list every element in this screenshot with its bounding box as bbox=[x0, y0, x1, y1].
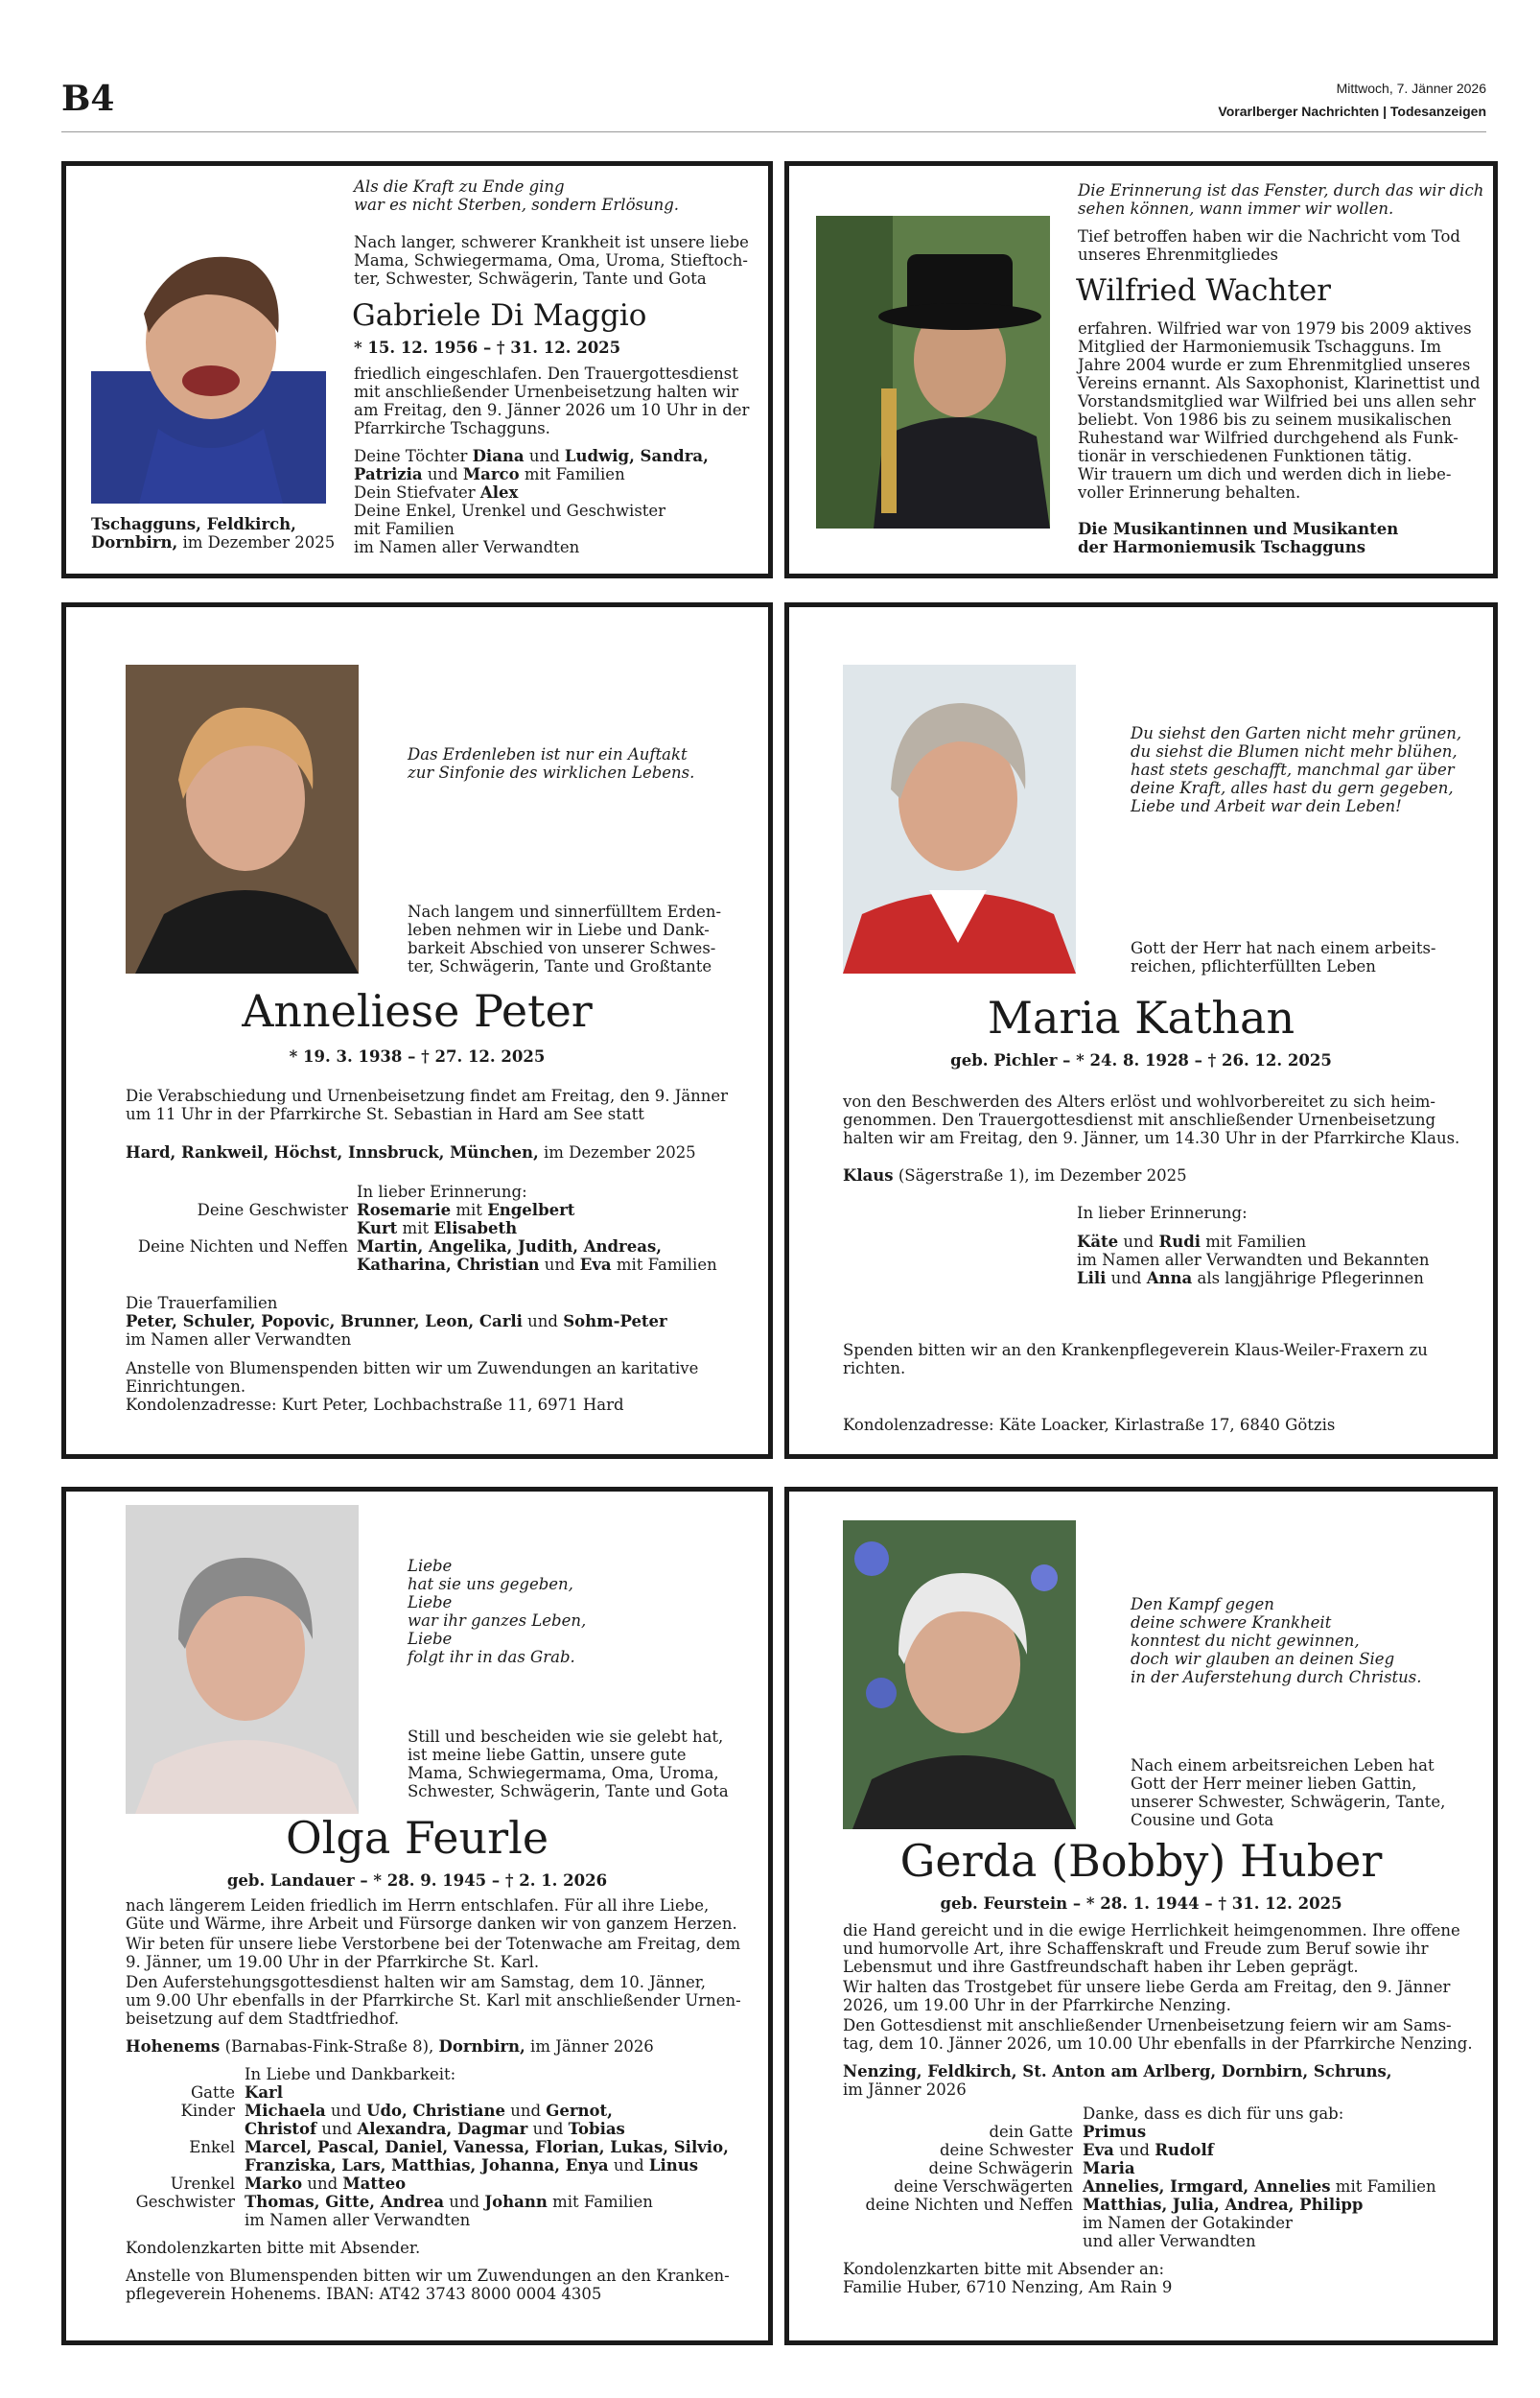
life-dates: geb. Feurstein – * 28. 1. 1944 – † 31. 12. 2025 bbox=[940, 1894, 1342, 1913]
body-line: mit anschließender Urnenbeisetzung halten wir bbox=[354, 383, 739, 401]
deceased-name: Gerda (Bobby) Huber bbox=[899, 1835, 1383, 1887]
body-line: beisetzung auf dem Stadtfriedhof. bbox=[126, 2010, 400, 2028]
verse-line: folgt ihr in das Grab. bbox=[408, 1648, 575, 1666]
body-line: genommen. Den Trauergottesdienst mit anschließender Urnenbeisetzung bbox=[843, 1111, 1436, 1129]
body-line: Ruhestand war Wilfried durchgehend als Funk- bbox=[1078, 429, 1458, 447]
donation-note: Anstelle von Blumenspenden bitten wir um Zuwendungen an karitative bbox=[126, 1359, 699, 1377]
memory-heading: In lieber Erinnerung: bbox=[357, 1183, 527, 1201]
life-dates: geb. Landauer – * 28. 9. 1945 – † 2. 1. 2026 bbox=[226, 1871, 608, 1890]
cards-note: Kondolenzkarten bitte mit Absender an: bbox=[843, 2260, 1165, 2278]
families-names: Peter, Schuler, Popovic, Brunner, Leon, Carli und Sohm-Peter bbox=[126, 1312, 667, 1330]
body-line: Lebensmut und ihre Gastfreundschaft haben ihr Leben geprägt. bbox=[843, 1958, 1359, 1976]
signature: Die Musikantinnen und Musikanten bbox=[1078, 520, 1399, 538]
intro-line: ter, Schwägerin, Tante und Großtante bbox=[408, 957, 712, 976]
body-line: um 9.00 Uhr ebenfalls in der Pfarrkirche St. Karl mit anschließender Urnen- bbox=[126, 1991, 741, 2010]
donation-note: Einrichtungen. bbox=[126, 1377, 246, 1396]
intro-line: Schwester, Schwägerin, Tante und Gota bbox=[408, 1782, 729, 1800]
mourner-names: Thomas, Gitte, Andrea und Johann mit Familien bbox=[245, 2193, 653, 2211]
verse-line: war es nicht Sterben, sondern Erlösung. bbox=[354, 196, 680, 214]
body-line: 2026, um 19.00 Uhr in der Pfarrkirche Nenzing. bbox=[843, 1996, 1231, 2014]
verse-line: Liebe bbox=[408, 1630, 453, 1648]
mourners-relatives: und aller Verwandten bbox=[1083, 2232, 1256, 2250]
body-line: Wir halten das Trostgebet für unsere liebe Gerda am Freitag, den 9. Jänner bbox=[843, 1978, 1451, 1996]
mourner-names: Franziska, Lars, Matthias, Johanna, Enya und Linus bbox=[245, 2156, 699, 2175]
donation-note: richten. bbox=[843, 1359, 906, 1377]
body-line: tag, dem 10. Jänner 2026, um 10.00 Uhr ebenfalls in der Pfarrkirche Nenzing. bbox=[843, 2034, 1473, 2053]
verse-line: du siehst die Blumen nicht mehr blühen, bbox=[1131, 742, 1458, 761]
intro-line: Nach einem arbeitsreichen Leben hat bbox=[1131, 1756, 1435, 1775]
donation-note: Anstelle von Blumenspenden bitten wir um Zuwendungen an den Kranken- bbox=[126, 2267, 730, 2285]
verse-line: Liebe bbox=[408, 1593, 453, 1611]
verse-line: zur Sinfonie des wirklichen Lebens. bbox=[408, 764, 695, 782]
condolence-address: Kondolenzadresse: Kurt Peter, Lochbachstraße 11, 6971 Hard bbox=[126, 1396, 624, 1414]
mourner-names: Primus bbox=[1083, 2123, 1147, 2141]
mourners-relatives: im Namen aller Verwandten bbox=[245, 2211, 471, 2229]
mourners-daughters: Deine Töchter Diana und Ludwig, Sandra, bbox=[354, 447, 709, 465]
portrait-photo bbox=[843, 665, 1076, 974]
verse-line: sehen können, wann immer wir wollen. bbox=[1078, 200, 1394, 218]
cards-note: Familie Huber, 6710 Nenzing, Am Rain 9 bbox=[843, 2278, 1173, 2296]
mourner-names: Christof und Alexandra, Dagmar und Tobias bbox=[245, 2120, 625, 2138]
mourner-names: Marko und Matteo bbox=[245, 2175, 407, 2193]
donation-note: Spenden bitten wir an den Krankenpflegeverein Klaus-Weiler-Fraxern zu bbox=[843, 1341, 1428, 1359]
place-date: Nenzing, Feldkirch, St. Anton am Arlberg, Dornbirn, Schruns, bbox=[843, 2062, 1392, 2081]
place-date: Hard, Rankweil, Höchst, Innsbruck, München, im Dezember 2025 bbox=[126, 1143, 696, 1162]
intro-line: Mama, Schwiegermama, Oma, Uroma, Stieftoch- bbox=[354, 251, 749, 270]
cards-note: Kondolenzkarten bitte mit Absender. bbox=[126, 2239, 421, 2257]
body-line: und humorvolle Art, ihre Schaffenskraft und Freude zum Beruf sowie ihr bbox=[843, 1940, 1429, 1958]
intro-line: barkeit Abschied von unserer Schwes- bbox=[408, 939, 716, 957]
body-line: beliebt. Von 1986 bis zu seinem musikalischen bbox=[1078, 411, 1452, 429]
verse-line: Das Erdenleben ist nur ein Auftakt bbox=[408, 745, 688, 764]
issue-date: Mittwoch, 7. Jänner 2026 bbox=[1336, 81, 1486, 96]
intro-line: Tief betroffen haben wir die Nachricht vom Tod bbox=[1078, 227, 1460, 246]
deceased-name: Wilfried Wachter bbox=[1076, 273, 1331, 308]
mourner-label: deine Nichten und Neffen bbox=[865, 2196, 1073, 2214]
verse-line: Den Kampf gegen bbox=[1131, 1595, 1274, 1613]
body-line: Den Auferstehungsgottesdienst halten wir am Samstag, dem 10. Jänner, bbox=[126, 1973, 707, 1991]
body-line: von den Beschwerden des Alters erlöst und wohlvorbereitet zu sich heim- bbox=[843, 1093, 1435, 1111]
intro-line: Nach langem und sinnerfülltem Erden- bbox=[408, 903, 722, 921]
mourner-label: dein Gatte bbox=[989, 2123, 1073, 2141]
portrait-photo bbox=[843, 1520, 1076, 1829]
portrait-photo bbox=[816, 216, 1050, 529]
mourner-names: Kurt mit Elisabeth bbox=[357, 1219, 518, 1237]
body-line: Pfarrkirche Tschagguns. bbox=[354, 419, 550, 437]
section-title: Vorarlberger Nachrichten | Todesanzeigen bbox=[1218, 104, 1486, 119]
mourners-gotakinder: im Namen der Gotakinder bbox=[1083, 2214, 1293, 2232]
body-line: friedlich eingeschlafen. Den Trauergottesdienst bbox=[354, 364, 738, 383]
intro-line: Gott der Herr meiner lieben Gattin, bbox=[1131, 1775, 1417, 1793]
obituary-wilfried-wachter bbox=[784, 161, 1498, 578]
mourner-names: Rosemarie mit Engelbert bbox=[357, 1201, 575, 1219]
verse-line: war ihr ganzes Leben, bbox=[408, 1611, 587, 1630]
deceased-name: Olga Feurle bbox=[285, 1812, 549, 1864]
deceased-name: Gabriele Di Maggio bbox=[352, 298, 647, 333]
mourner-names: Karl bbox=[245, 2083, 283, 2102]
place-date: Hohenems (Barnabas-Fink-Straße 8), Dornbirn, im Jänner 2026 bbox=[126, 2037, 654, 2056]
mourner-label: Enkel bbox=[189, 2138, 235, 2156]
verse-line: doch wir glauben an deinen Sieg bbox=[1131, 1650, 1395, 1668]
intro-line: Cousine und Gota bbox=[1131, 1811, 1274, 1829]
condolence-address: Kondolenzadresse: Käte Loacker, Kirlastraße 17, 6840 Götzis bbox=[843, 1416, 1336, 1434]
mourners-grandkids: Deine Enkel, Urenkel und Geschwister bbox=[354, 502, 666, 520]
body-line: Jahre 2004 wurde er zum Ehrenmitglied unseres bbox=[1078, 356, 1471, 374]
mourner-label: Gatte bbox=[190, 2083, 235, 2102]
body-line: Güte und Wärme, ihre Arbeit und Fürsorge danken wir von ganzem Herzen. bbox=[126, 1915, 737, 1933]
intro-line: Still und bescheiden wie sie gelebt hat, bbox=[408, 1728, 724, 1746]
mourner-label: Geschwister bbox=[135, 2193, 235, 2211]
mourner-names: Martin, Angelika, Judith, Andreas, bbox=[357, 1237, 662, 1256]
intro-line: leben nehmen wir in Liebe und Dank- bbox=[408, 921, 710, 939]
mourner-names: Matthias, Julia, Andrea, Philipp bbox=[1083, 2196, 1364, 2214]
donation-note: pflegeverein Hohenems. IBAN: AT42 3743 8000 0004 4305 bbox=[126, 2285, 602, 2303]
place-date: im Jänner 2026 bbox=[843, 2081, 967, 2099]
obituary-gabriele-di-maggio bbox=[61, 161, 773, 578]
body-line: voller Erinnerung behalten. bbox=[1078, 483, 1301, 502]
intro-line: Nach langer, schwerer Krankheit ist unsere liebe bbox=[354, 233, 749, 251]
intro-line: Mama, Schwiegermama, Oma, Uroma, bbox=[408, 1764, 719, 1782]
obituary-anneliese-peter bbox=[61, 602, 773, 1459]
mourner-names: Annelies, Irmgard, Annelies mit Familien bbox=[1083, 2177, 1436, 2196]
body-line: halten wir am Freitag, den 9. Jänner, um 14.30 Uhr in der Pfarrkirche Klaus. bbox=[843, 1129, 1460, 1147]
page-number: B4 bbox=[61, 79, 115, 119]
body-line: Vereins ernannt. Als Saxophonist, Klarinettist und bbox=[1078, 374, 1481, 392]
place-date: Dornbirn, im Dezember 2025 bbox=[91, 533, 336, 552]
body-line: tionär in verschiedenen Funktionen tätig. bbox=[1078, 447, 1412, 465]
intro-line: reichen, pflichterfüllten Leben bbox=[1131, 957, 1376, 976]
mourner-names: Michaela und Udo, Christiane und Gernot, bbox=[245, 2102, 613, 2120]
mourner-names: Marcel, Pascal, Daniel, Vanessa, Florian, Lukas, Silvio, bbox=[245, 2138, 729, 2156]
mourners-daughters-2: Patrizia und Marco mit Familien bbox=[354, 465, 625, 483]
families-label: Die Trauerfamilien bbox=[126, 1294, 278, 1312]
verse-line: Liebe bbox=[408, 1557, 453, 1575]
body-line: nach längerem Leiden friedlich im Herrn entschlafen. Für all ihre Liebe, bbox=[126, 1896, 710, 1915]
mourner-names: Maria bbox=[1083, 2159, 1135, 2177]
body-line: Wir beten für unsere liebe Verstorbene bei der Totenwache am Freitag, dem bbox=[126, 1935, 741, 1953]
intro-line: ter, Schwester, Schwägerin, Tante und Gota bbox=[354, 270, 707, 288]
mourners-relatives: im Namen aller Verwandten bbox=[354, 538, 580, 556]
life-dates: * 15. 12. 1956 – † 31. 12. 2025 bbox=[354, 339, 621, 357]
verse-line: Als die Kraft zu Ende ging bbox=[354, 177, 565, 196]
gratitude-heading: In Liebe und Dankbarkeit: bbox=[245, 2065, 456, 2083]
intro-line: unserer Schwester, Schwägerin, Tante, bbox=[1131, 1793, 1446, 1811]
mourner-label: Urenkel bbox=[170, 2175, 235, 2193]
body-line: Wir trauern um dich und werden dich in liebe- bbox=[1078, 465, 1452, 483]
verse-line: hast stets geschafft, manchmal gar über bbox=[1131, 761, 1455, 779]
verse-line: Die Erinnerung ist das Fenster, durch das wir dich bbox=[1078, 181, 1484, 200]
body-line: die Hand gereicht und in die ewige Herrlichkeit heimgenommen. Ihre offene bbox=[843, 1921, 1460, 1940]
body-line: am Freitag, den 9. Jänner 2026 um 10 Uhr in der bbox=[354, 401, 750, 419]
thanks-heading: Danke, dass es dich für uns gab: bbox=[1083, 2104, 1344, 2123]
mourners-stepfather: Dein Stiefvater Alex bbox=[354, 483, 519, 502]
portrait-photo bbox=[126, 1505, 359, 1814]
body-line: Vorstandsmitglied war Wilfried bei uns allen sehr bbox=[1078, 392, 1476, 411]
portrait-photo bbox=[91, 227, 326, 504]
obituary-olga-feurle bbox=[61, 1487, 773, 2345]
body-line: Die Verabschiedung und Urnenbeisetzung findet am Freitag, den 9. Jänner bbox=[126, 1087, 729, 1105]
life-dates: * 19. 3. 1938 – † 27. 12. 2025 bbox=[289, 1047, 546, 1066]
memory-heading: In lieber Erinnerung: bbox=[1077, 1204, 1248, 1222]
mourner-names: Katharina, Christian und Eva mit Familien bbox=[357, 1256, 717, 1274]
mourner-names: Lili und Anna als langjährige Pflegerinnen bbox=[1077, 1269, 1424, 1287]
obituary-maria-kathan bbox=[784, 602, 1498, 1459]
signature: der Harmoniemusik Tschagguns bbox=[1078, 538, 1366, 556]
life-dates: geb. Pichler – * 24. 8. 1928 – † 26. 12. 2025 bbox=[950, 1051, 1332, 1070]
verse-line: hat sie uns gegeben, bbox=[408, 1575, 573, 1593]
verse-line: Liebe und Arbeit war dein Leben! bbox=[1131, 797, 1402, 815]
intro-line: Gott der Herr hat nach einem arbeits- bbox=[1131, 939, 1436, 957]
verse-line: Du siehst den Garten nicht mehr grünen, bbox=[1131, 724, 1462, 742]
mourners-families: mit Familien bbox=[354, 520, 455, 538]
body-line: erfahren. Wilfried war von 1979 bis 2009 aktives bbox=[1078, 319, 1472, 338]
mourner-label: Kinder bbox=[180, 2102, 235, 2120]
deceased-name: Maria Kathan bbox=[987, 992, 1295, 1044]
verse-line: deine Kraft, alles hast du gern gegeben, bbox=[1131, 779, 1454, 797]
body-line: 9. Jänner, um 19.00 Uhr in der Pfarrkirche St. Karl. bbox=[126, 1953, 540, 1971]
body-line: Den Gottesdienst mit anschließender Urnenbeisetzung feiern wir am Sams- bbox=[843, 2016, 1452, 2034]
mourner-label: Deine Geschwister bbox=[197, 1201, 348, 1219]
mourner-label: deine Verschwägerten bbox=[894, 2177, 1073, 2196]
mourner-label: Deine Nichten und Neffen bbox=[137, 1237, 348, 1256]
intro-line: unseres Ehrenmitgliedes bbox=[1078, 246, 1279, 264]
header-rule bbox=[61, 131, 1486, 132]
portrait-photo bbox=[126, 665, 359, 974]
place-date: Klaus (Sägerstraße 1), im Dezember 2025 bbox=[843, 1166, 1187, 1185]
verse-line: konntest du nicht gewinnen, bbox=[1131, 1632, 1360, 1650]
obituary-gerda-huber bbox=[784, 1487, 1498, 2345]
mourner-names: Käte und Rudi mit Familien bbox=[1077, 1233, 1307, 1251]
body-line: Mitglied der Harmoniemusik Tschagguns. Im bbox=[1078, 338, 1442, 356]
mourners-relatives: im Namen aller Verwandten bbox=[126, 1330, 352, 1349]
verse-line: deine schwere Krankheit bbox=[1131, 1613, 1332, 1632]
mourner-names: Eva und Rudolf bbox=[1083, 2141, 1214, 2159]
mourner-label: deine Schwägerin bbox=[928, 2159, 1073, 2177]
verse-line: in der Auferstehung durch Christus. bbox=[1131, 1668, 1422, 1686]
deceased-name: Anneliese Peter bbox=[242, 985, 593, 1037]
intro-line: ist meine liebe Gattin, unsere gute bbox=[408, 1746, 687, 1764]
mourner-names: im Namen aller Verwandten und Bekannten bbox=[1077, 1251, 1430, 1269]
mourner-label: deine Schwester bbox=[939, 2141, 1073, 2159]
place-date: Tschagguns, Feldkirch, bbox=[91, 515, 296, 533]
body-line: um 11 Uhr in der Pfarrkirche St. Sebastian in Hard am See statt bbox=[126, 1105, 644, 1123]
